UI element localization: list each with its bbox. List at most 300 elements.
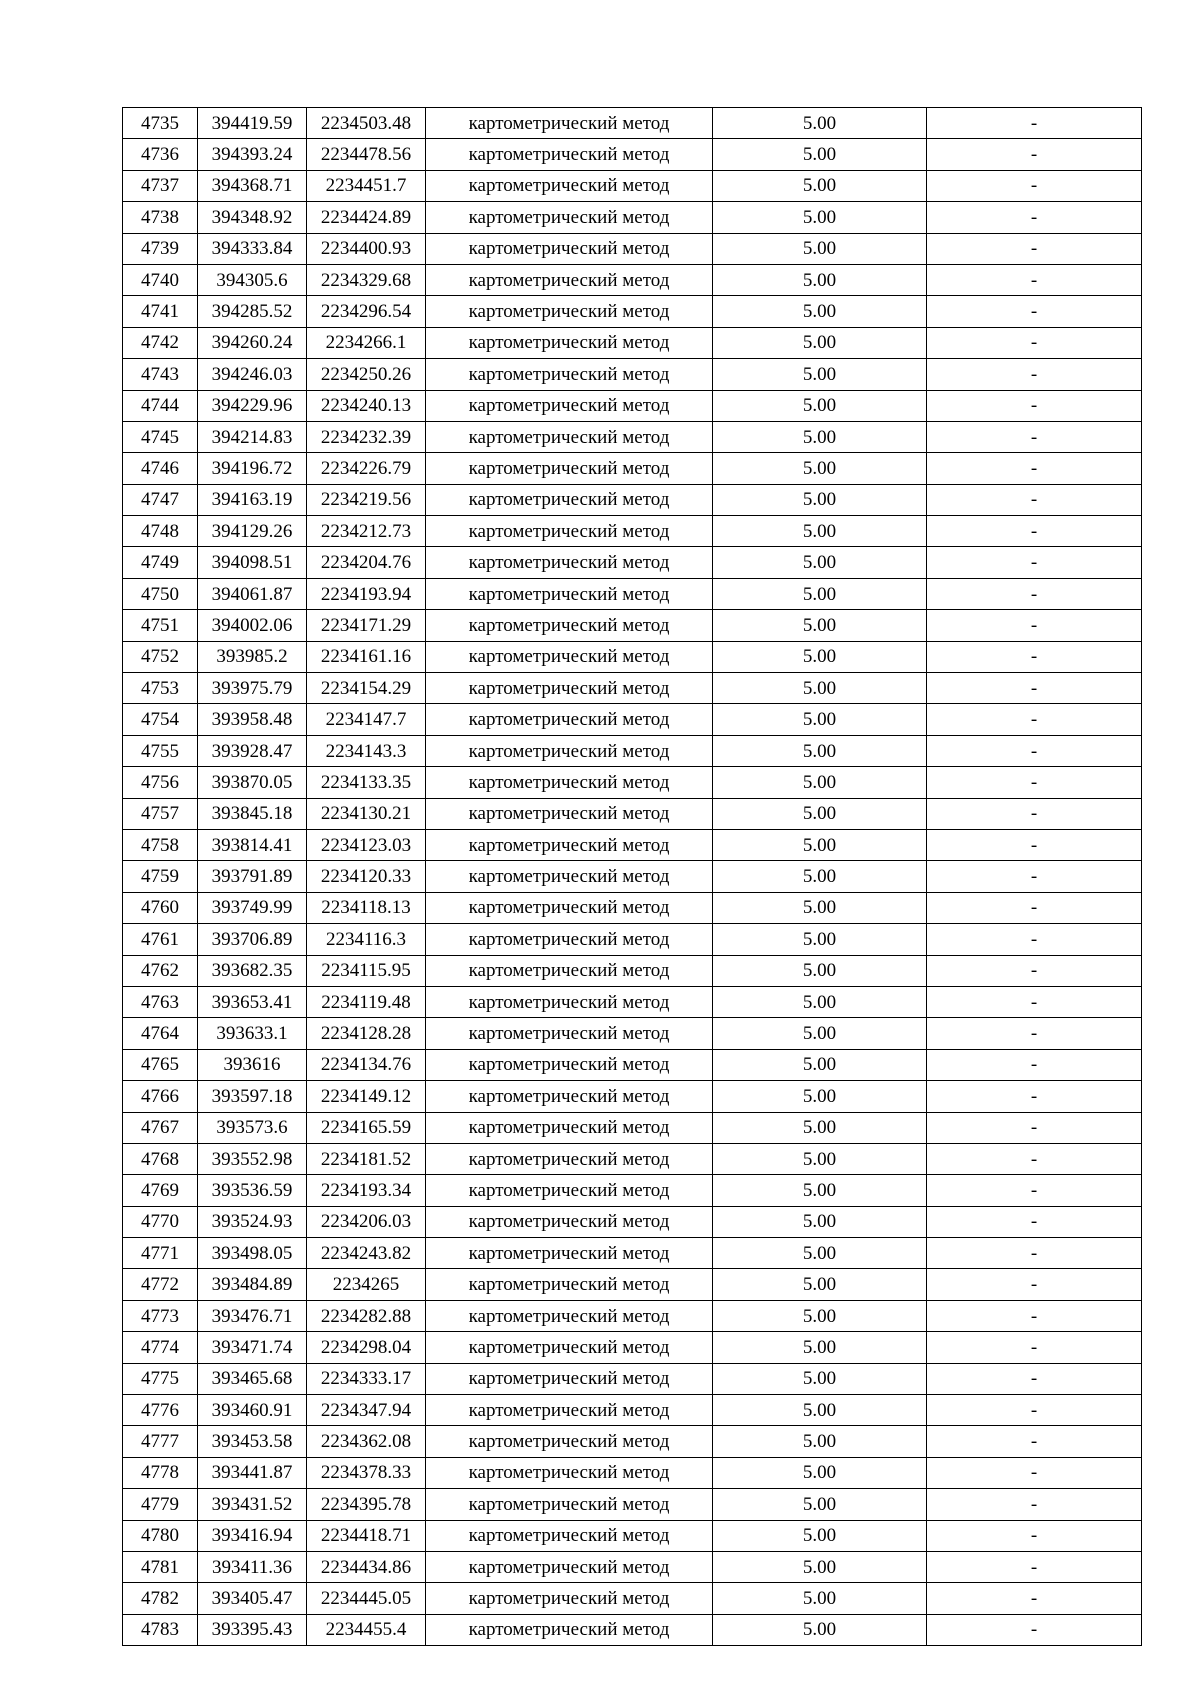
table-row (123, 139, 1142, 170)
x-coordinate-cell: 393453.58 (198, 1426, 307, 1457)
method-cell: картометрический метод (426, 955, 713, 986)
point-number-cell: 4748 (123, 516, 198, 547)
description-cell: - (927, 1143, 1142, 1174)
point-number-cell: 4739 (123, 233, 198, 264)
coordinates-table-body (123, 108, 1142, 1646)
accuracy-cell: 5.00 (713, 1457, 927, 1488)
description-cell: - (927, 1457, 1142, 1488)
point-number-cell: 4751 (123, 610, 198, 641)
point-number-cell: 4735 (123, 108, 198, 139)
method-cell: картометрический метод (426, 798, 713, 829)
x-coordinate-cell: 393985.2 (198, 641, 307, 672)
y-coordinate-cell: 2234298.04 (307, 1332, 426, 1363)
y-coordinate-cell: 2234296.54 (307, 296, 426, 327)
x-coordinate-cell: 393536.59 (198, 1175, 307, 1206)
x-coordinate-cell: 394393.24 (198, 139, 307, 170)
accuracy-cell: 5.00 (713, 1175, 927, 1206)
method-cell: картометрический метод (426, 421, 713, 452)
method-cell: картометрический метод (426, 1614, 713, 1645)
method-cell: картометрический метод (426, 202, 713, 233)
point-number-cell: 4737 (123, 170, 198, 201)
y-coordinate-cell: 2234503.48 (307, 108, 426, 139)
table-row (123, 1395, 1142, 1426)
accuracy-cell: 5.00 (713, 1081, 927, 1112)
x-coordinate-cell: 393498.05 (198, 1238, 307, 1269)
table-row (123, 1112, 1142, 1143)
accuracy-cell: 5.00 (713, 1206, 927, 1237)
accuracy-cell: 5.00 (713, 986, 927, 1017)
y-coordinate-cell: 2234333.17 (307, 1363, 426, 1394)
x-coordinate-cell: 393441.87 (198, 1457, 307, 1488)
method-cell: картометрический метод (426, 1175, 713, 1206)
point-number-cell: 4738 (123, 202, 198, 233)
method-cell: картометрический метод (426, 359, 713, 390)
y-coordinate-cell: 2234206.03 (307, 1206, 426, 1237)
description-cell: - (927, 986, 1142, 1017)
description-cell: - (927, 139, 1142, 170)
x-coordinate-cell: 393682.35 (198, 955, 307, 986)
y-coordinate-cell: 2234128.28 (307, 1018, 426, 1049)
y-coordinate-cell: 2234445.05 (307, 1583, 426, 1614)
x-coordinate-cell: 393616 (198, 1049, 307, 1080)
point-number-cell: 4765 (123, 1049, 198, 1080)
description-cell: - (927, 924, 1142, 955)
table-row (123, 327, 1142, 358)
y-coordinate-cell: 2234226.79 (307, 453, 426, 484)
description-cell: - (927, 1332, 1142, 1363)
accuracy-cell: 5.00 (713, 641, 927, 672)
x-coordinate-cell: 394214.83 (198, 421, 307, 452)
accuracy-cell: 5.00 (713, 1269, 927, 1300)
accuracy-cell: 5.00 (713, 610, 927, 641)
x-coordinate-cell: 393411.36 (198, 1551, 307, 1582)
accuracy-cell: 5.00 (713, 264, 927, 295)
table-row (123, 359, 1142, 390)
y-coordinate-cell: 2234378.33 (307, 1457, 426, 1488)
x-coordinate-cell: 393395.43 (198, 1614, 307, 1645)
method-cell: картометрический метод (426, 453, 713, 484)
table-row (123, 1583, 1142, 1614)
method-cell: картометрический метод (426, 641, 713, 672)
x-coordinate-cell: 394129.26 (198, 516, 307, 547)
point-number-cell: 4781 (123, 1551, 198, 1582)
method-cell: картометрический метод (426, 767, 713, 798)
table-row (123, 1363, 1142, 1394)
table-row (123, 484, 1142, 515)
table-row (123, 1457, 1142, 1488)
description-cell: - (927, 673, 1142, 704)
x-coordinate-cell: 394333.84 (198, 233, 307, 264)
y-coordinate-cell: 2234362.08 (307, 1426, 426, 1457)
x-coordinate-cell: 393597.18 (198, 1081, 307, 1112)
table-row (123, 170, 1142, 201)
description-cell: - (927, 327, 1142, 358)
x-coordinate-cell: 393870.05 (198, 767, 307, 798)
y-coordinate-cell: 2234265 (307, 1269, 426, 1300)
y-coordinate-cell: 2234282.88 (307, 1300, 426, 1331)
x-coordinate-cell: 393653.41 (198, 986, 307, 1017)
x-coordinate-cell: 393431.52 (198, 1489, 307, 1520)
table-row (123, 1143, 1142, 1174)
y-coordinate-cell: 2234133.35 (307, 767, 426, 798)
description-cell: - (927, 641, 1142, 672)
accuracy-cell: 5.00 (713, 1238, 927, 1269)
accuracy-cell: 5.00 (713, 1520, 927, 1551)
x-coordinate-cell: 394368.71 (198, 170, 307, 201)
description-cell: - (927, 359, 1142, 390)
accuracy-cell: 5.00 (713, 421, 927, 452)
description-cell: - (927, 1614, 1142, 1645)
description-cell: - (927, 421, 1142, 452)
table-row (123, 1175, 1142, 1206)
x-coordinate-cell: 393706.89 (198, 924, 307, 955)
accuracy-cell: 5.00 (713, 547, 927, 578)
y-coordinate-cell: 2234171.29 (307, 610, 426, 641)
table-row (123, 1300, 1142, 1331)
point-number-cell: 4761 (123, 924, 198, 955)
table-row (123, 1614, 1142, 1645)
accuracy-cell: 5.00 (713, 359, 927, 390)
y-coordinate-cell: 2234143.3 (307, 735, 426, 766)
description-cell: - (927, 233, 1142, 264)
y-coordinate-cell: 2234119.48 (307, 986, 426, 1017)
point-number-cell: 4745 (123, 421, 198, 452)
description-cell: - (927, 390, 1142, 421)
x-coordinate-cell: 394348.92 (198, 202, 307, 233)
x-coordinate-cell: 393471.74 (198, 1332, 307, 1363)
method-cell: картометрический метод (426, 1206, 713, 1237)
x-coordinate-cell: 393484.89 (198, 1269, 307, 1300)
method-cell: картометрический метод (426, 264, 713, 295)
method-cell: картометрический метод (426, 108, 713, 139)
x-coordinate-cell: 393845.18 (198, 798, 307, 829)
table-row (123, 547, 1142, 578)
description-cell: - (927, 610, 1142, 641)
accuracy-cell: 5.00 (713, 202, 927, 233)
table-row (123, 421, 1142, 452)
method-cell: картометрический метод (426, 704, 713, 735)
description-cell: - (927, 1269, 1142, 1300)
description-cell: - (927, 1395, 1142, 1426)
method-cell: картометрический метод (426, 1269, 713, 1300)
description-cell: - (927, 264, 1142, 295)
y-coordinate-cell: 2234116.3 (307, 924, 426, 955)
y-coordinate-cell: 2234219.56 (307, 484, 426, 515)
point-number-cell: 4747 (123, 484, 198, 515)
accuracy-cell: 5.00 (713, 1049, 927, 1080)
point-number-cell: 4768 (123, 1143, 198, 1174)
method-cell: картометрический метод (426, 390, 713, 421)
table-row (123, 233, 1142, 264)
y-coordinate-cell: 2234134.76 (307, 1049, 426, 1080)
y-coordinate-cell: 2234165.59 (307, 1112, 426, 1143)
y-coordinate-cell: 2234434.86 (307, 1551, 426, 1582)
method-cell: картометрический метод (426, 1112, 713, 1143)
description-cell: - (927, 798, 1142, 829)
x-coordinate-cell: 393524.93 (198, 1206, 307, 1237)
table-row (123, 1018, 1142, 1049)
method-cell: картометрический метод (426, 861, 713, 892)
x-coordinate-cell: 393814.41 (198, 829, 307, 860)
x-coordinate-cell: 394419.59 (198, 108, 307, 139)
description-cell: - (927, 1489, 1142, 1520)
point-number-cell: 4754 (123, 704, 198, 735)
y-coordinate-cell: 2234478.56 (307, 139, 426, 170)
table-row (123, 829, 1142, 860)
y-coordinate-cell: 2234451.7 (307, 170, 426, 201)
point-number-cell: 4755 (123, 735, 198, 766)
accuracy-cell: 5.00 (713, 1332, 927, 1363)
point-number-cell: 4757 (123, 798, 198, 829)
x-coordinate-cell: 393552.98 (198, 1143, 307, 1174)
point-number-cell: 4775 (123, 1363, 198, 1394)
point-number-cell: 4744 (123, 390, 198, 421)
method-cell: картометрический метод (426, 1018, 713, 1049)
description-cell: - (927, 170, 1142, 201)
method-cell: картометрический метод (426, 1520, 713, 1551)
description-cell: - (927, 1300, 1142, 1331)
description-cell: - (927, 1018, 1142, 1049)
accuracy-cell: 5.00 (713, 170, 927, 201)
description-cell: - (927, 1175, 1142, 1206)
description-cell: - (927, 892, 1142, 923)
description-cell: - (927, 202, 1142, 233)
accuracy-cell: 5.00 (713, 735, 927, 766)
point-number-cell: 4746 (123, 453, 198, 484)
point-number-cell: 4740 (123, 264, 198, 295)
accuracy-cell: 5.00 (713, 296, 927, 327)
method-cell: картометрический метод (426, 892, 713, 923)
x-coordinate-cell: 394098.51 (198, 547, 307, 578)
method-cell: картометрический метод (426, 1238, 713, 1269)
y-coordinate-cell: 2234400.93 (307, 233, 426, 264)
method-cell: картометрический метод (426, 327, 713, 358)
point-number-cell: 4749 (123, 547, 198, 578)
point-number-cell: 4743 (123, 359, 198, 390)
accuracy-cell: 5.00 (713, 1489, 927, 1520)
method-cell: картометрический метод (426, 1081, 713, 1112)
table-row (123, 735, 1142, 766)
table-row (123, 986, 1142, 1017)
table-row (123, 390, 1142, 421)
accuracy-cell: 5.00 (713, 139, 927, 170)
description-cell: - (927, 1081, 1142, 1112)
y-coordinate-cell: 2234418.71 (307, 1520, 426, 1551)
y-coordinate-cell: 2234115.95 (307, 955, 426, 986)
accuracy-cell: 5.00 (713, 892, 927, 923)
accuracy-cell: 5.00 (713, 1395, 927, 1426)
table-row (123, 1489, 1142, 1520)
description-cell: - (927, 1551, 1142, 1582)
x-coordinate-cell: 393749.99 (198, 892, 307, 923)
y-coordinate-cell: 2234395.78 (307, 1489, 426, 1520)
point-number-cell: 4767 (123, 1112, 198, 1143)
method-cell: картометрический метод (426, 1049, 713, 1080)
y-coordinate-cell: 2234204.76 (307, 547, 426, 578)
x-coordinate-cell: 393460.91 (198, 1395, 307, 1426)
accuracy-cell: 5.00 (713, 1143, 927, 1174)
accuracy-cell: 5.00 (713, 673, 927, 704)
accuracy-cell: 5.00 (713, 1551, 927, 1582)
method-cell: картометрический метод (426, 170, 713, 201)
accuracy-cell: 5.00 (713, 1018, 927, 1049)
method-cell: картометрический метод (426, 673, 713, 704)
accuracy-cell: 5.00 (713, 484, 927, 515)
table-row (123, 1049, 1142, 1080)
y-coordinate-cell: 2234232.39 (307, 421, 426, 452)
accuracy-cell: 5.00 (713, 1426, 927, 1457)
accuracy-cell: 5.00 (713, 453, 927, 484)
table-row (123, 673, 1142, 704)
point-number-cell: 4742 (123, 327, 198, 358)
point-number-cell: 4760 (123, 892, 198, 923)
description-cell: - (927, 704, 1142, 735)
y-coordinate-cell: 2234266.1 (307, 327, 426, 358)
accuracy-cell: 5.00 (713, 861, 927, 892)
description-cell: - (927, 1520, 1142, 1551)
method-cell: картометрический метод (426, 924, 713, 955)
point-number-cell: 4736 (123, 139, 198, 170)
y-coordinate-cell: 2234123.03 (307, 829, 426, 860)
point-number-cell: 4779 (123, 1489, 198, 1520)
point-number-cell: 4762 (123, 955, 198, 986)
method-cell: картометрический метод (426, 1395, 713, 1426)
point-number-cell: 4776 (123, 1395, 198, 1426)
method-cell: картометрический метод (426, 1426, 713, 1457)
x-coordinate-cell: 393405.47 (198, 1583, 307, 1614)
accuracy-cell: 5.00 (713, 1300, 927, 1331)
x-coordinate-cell: 393416.94 (198, 1520, 307, 1551)
accuracy-cell: 5.00 (713, 1614, 927, 1645)
point-number-cell: 4770 (123, 1206, 198, 1237)
accuracy-cell: 5.00 (713, 767, 927, 798)
table-row (123, 516, 1142, 547)
table-row (123, 767, 1142, 798)
description-cell: - (927, 955, 1142, 986)
x-coordinate-cell: 393975.79 (198, 673, 307, 704)
description-cell: - (927, 1049, 1142, 1080)
method-cell: картометрический метод (426, 547, 713, 578)
table-row (123, 955, 1142, 986)
x-coordinate-cell: 394285.52 (198, 296, 307, 327)
y-coordinate-cell: 2234161.16 (307, 641, 426, 672)
accuracy-cell: 5.00 (713, 704, 927, 735)
table-row (123, 202, 1142, 233)
table-row (123, 264, 1142, 295)
point-number-cell: 4756 (123, 767, 198, 798)
description-cell: - (927, 1238, 1142, 1269)
table-row (123, 924, 1142, 955)
y-coordinate-cell: 2234193.94 (307, 578, 426, 609)
x-coordinate-cell: 393958.48 (198, 704, 307, 735)
description-cell: - (927, 547, 1142, 578)
accuracy-cell: 5.00 (713, 829, 927, 860)
y-coordinate-cell: 2234120.33 (307, 861, 426, 892)
x-coordinate-cell: 393573.6 (198, 1112, 307, 1143)
y-coordinate-cell: 2234424.89 (307, 202, 426, 233)
table-row (123, 453, 1142, 484)
point-number-cell: 4773 (123, 1300, 198, 1331)
accuracy-cell: 5.00 (713, 1363, 927, 1394)
description-cell: - (927, 1206, 1142, 1237)
description-cell: - (927, 453, 1142, 484)
accuracy-cell: 5.00 (713, 516, 927, 547)
table-row (123, 1332, 1142, 1363)
method-cell: картометрический метод (426, 1300, 713, 1331)
method-cell: картометрический метод (426, 578, 713, 609)
method-cell: картометрический метод (426, 1143, 713, 1174)
method-cell: картометрический метод (426, 610, 713, 641)
method-cell: картометрический метод (426, 1489, 713, 1520)
accuracy-cell: 5.00 (713, 1583, 927, 1614)
description-cell: - (927, 1583, 1142, 1614)
table-row (123, 108, 1142, 139)
description-cell: - (927, 1363, 1142, 1394)
point-number-cell: 4741 (123, 296, 198, 327)
method-cell: картометрический метод (426, 735, 713, 766)
description-cell: - (927, 829, 1142, 860)
y-coordinate-cell: 2234347.94 (307, 1395, 426, 1426)
point-number-cell: 4766 (123, 1081, 198, 1112)
table-row (123, 704, 1142, 735)
accuracy-cell: 5.00 (713, 390, 927, 421)
table-row (123, 798, 1142, 829)
accuracy-cell: 5.00 (713, 108, 927, 139)
point-number-cell: 4759 (123, 861, 198, 892)
point-number-cell: 4778 (123, 1457, 198, 1488)
table-row (123, 1081, 1142, 1112)
table-row (123, 1269, 1142, 1300)
method-cell: картометрический метод (426, 1363, 713, 1394)
y-coordinate-cell: 2234118.13 (307, 892, 426, 923)
point-number-cell: 4764 (123, 1018, 198, 1049)
y-coordinate-cell: 2234147.7 (307, 704, 426, 735)
method-cell: картометрический метод (426, 1583, 713, 1614)
point-number-cell: 4772 (123, 1269, 198, 1300)
y-coordinate-cell: 2234455.4 (307, 1614, 426, 1645)
method-cell: картометрический метод (426, 233, 713, 264)
table-row (123, 1520, 1142, 1551)
method-cell: картометрический метод (426, 484, 713, 515)
y-coordinate-cell: 2234243.82 (307, 1238, 426, 1269)
point-number-cell: 4780 (123, 1520, 198, 1551)
x-coordinate-cell: 394061.87 (198, 578, 307, 609)
table-row (123, 1206, 1142, 1237)
point-number-cell: 4753 (123, 673, 198, 704)
table-row (123, 892, 1142, 923)
x-coordinate-cell: 394163.19 (198, 484, 307, 515)
y-coordinate-cell: 2234193.34 (307, 1175, 426, 1206)
description-cell: - (927, 516, 1142, 547)
description-cell: - (927, 296, 1142, 327)
method-cell: картометрический метод (426, 139, 713, 170)
x-coordinate-cell: 393791.89 (198, 861, 307, 892)
point-number-cell: 4752 (123, 641, 198, 672)
description-cell: - (927, 861, 1142, 892)
x-coordinate-cell: 394246.03 (198, 359, 307, 390)
x-coordinate-cell: 393928.47 (198, 735, 307, 766)
y-coordinate-cell: 2234149.12 (307, 1081, 426, 1112)
table-row (123, 1551, 1142, 1582)
point-number-cell: 4763 (123, 986, 198, 1017)
point-number-cell: 4750 (123, 578, 198, 609)
description-cell: - (927, 1112, 1142, 1143)
point-number-cell: 4774 (123, 1332, 198, 1363)
coordinates-table (122, 107, 1142, 1646)
point-number-cell: 4777 (123, 1426, 198, 1457)
description-cell: - (927, 484, 1142, 515)
accuracy-cell: 5.00 (713, 798, 927, 829)
